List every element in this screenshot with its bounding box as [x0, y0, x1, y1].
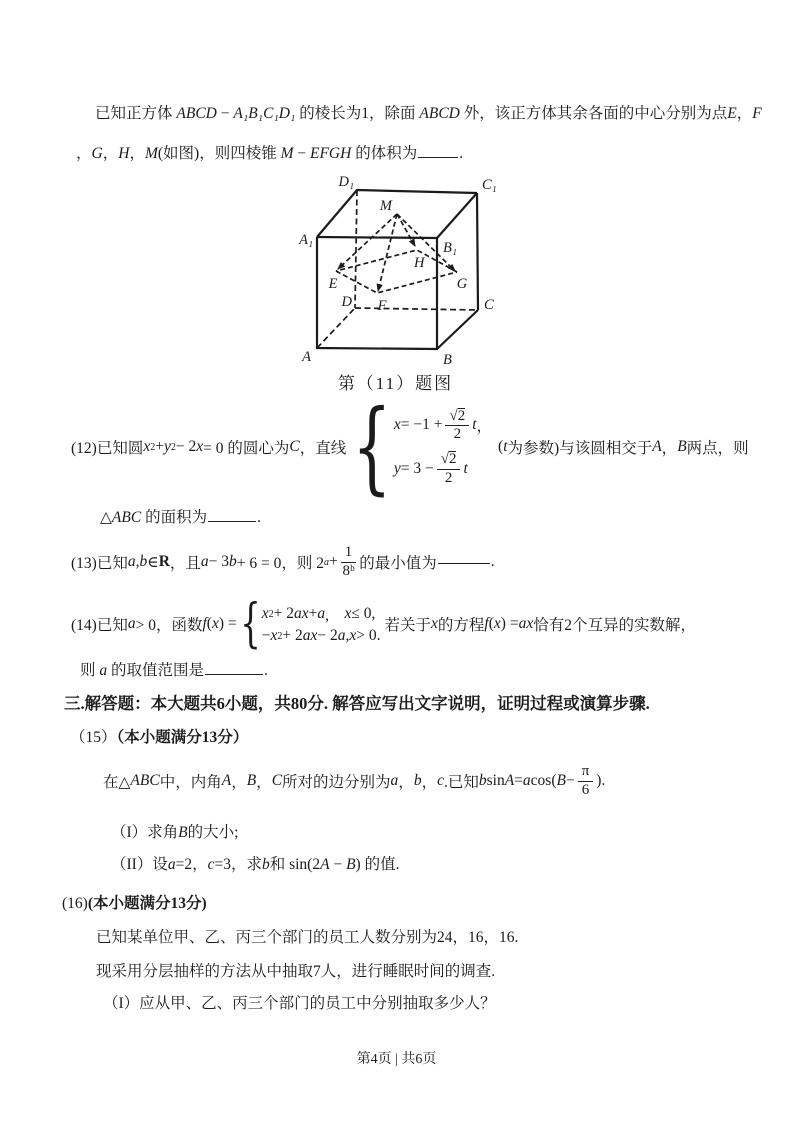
question-16-heading: (16)(本小题满分13分): [62, 895, 207, 912]
parametric-system: [346, 388, 493, 505]
label-G: G: [456, 276, 468, 292]
question-12: [71, 388, 749, 505]
q14-pre-text: (14)已知 a > 0，函数 f ( x ) =: [71, 615, 237, 634]
question-12-line-2: △ABC 的面积为 .: [100, 509, 261, 526]
piecewise-row-1: x 2 + 2 ax + a , x ≤ 0,: [261, 605, 376, 624]
label-D: D: [341, 294, 352, 310]
page-number: 第4页 | 共6页: [356, 1052, 437, 1067]
question-11-line-1: 已知正方体 ABCD − A₁B₁C₁D₁ 的棱长为1，除面 ABCD 外，该正方体其余各面的中心分别为点E，F: [95, 105, 762, 122]
label-C1: C₁: [482, 177, 497, 193]
question-15-item-2: （II）设a=2，c=3，求b和 sin(2A − B) 的值.: [111, 856, 400, 873]
section-3-heading: 三.解答题：本大题共6小题，共80分. 解答应写出文字说明，证明过程或演算步骤.: [64, 694, 650, 713]
question-16-item-1: （I）应从甲、乙、丙三个部门的员工中分别抽取多少人？: [103, 995, 496, 1012]
q12-pre-text: (12)已知圆 x 2 + y 2 − 2 x = 0 的圆心为 C ，直线: [71, 438, 347, 457]
left-brace: {: [352, 388, 392, 505]
question-15-item-1: （I）求角B的大小;: [111, 824, 239, 841]
label-C: C: [484, 297, 494, 313]
left-brace: {: [239, 594, 261, 654]
question-14: [71, 593, 696, 655]
label-M: M: [379, 198, 392, 214]
q14-post-text: 若关于 x 的方程 f ( x ) = ax 恰有2个互异的实数解，: [384, 615, 696, 634]
label-E: E: [328, 276, 338, 292]
pyramid-edges: [336, 214, 457, 293]
piecewise-function: [237, 594, 381, 654]
fraction: $\frac{1}{\text{8ᵇ}}$: [342, 543, 355, 579]
label-A1: A₁: [299, 232, 313, 248]
answer-blank: [418, 155, 458, 158]
cube-figure: [288, 172, 503, 372]
question-13: (13)已知 a , b ∈ R ，且 a − 3 b + 6 = 0，则 2 a + $\frac{1}{\text{8ᵇ}}$ 的最小值为 .: [71, 543, 495, 579]
q12-post-text: ( t 为参数)与该圆相交于 A ， B 两点，则: [498, 438, 749, 457]
answer-blank: [205, 672, 263, 675]
figure-caption: 第（11）题图: [337, 374, 454, 393]
question-16-line-1: 已知某单位甲、乙、丙三个部门的员工人数分别为24，16，16.: [96, 929, 519, 946]
label-F: F: [377, 298, 387, 314]
label-B: B: [443, 352, 452, 368]
fraction: √ 2 2: [437, 451, 461, 487]
answer-blank: [438, 561, 490, 564]
question-15-heading: （15）（本小题满分13分）: [70, 729, 249, 746]
fraction: √ 2 2: [445, 408, 469, 444]
question-14-line-2: 则 a 的取值范围是 .: [80, 662, 268, 679]
question-11-line-2: ，G，H，M(如图)，则四棱锥 M − EFGH 的体积为 .: [76, 145, 464, 162]
answer-blank: [208, 519, 256, 522]
label-B1: B₁: [443, 240, 457, 256]
system-row-x: x = −1 + √ 2 2 t ，: [393, 407, 493, 443]
question-16-line-2: 现采用分层抽样的方法从中抽取7人，进行睡眠时间的调查.: [96, 963, 496, 980]
piecewise-row-2: − x 2 + 2 ax − 2 a , x > 0.: [261, 627, 381, 644]
label-A: A: [302, 349, 311, 365]
fraction: $\frac{\pi}{6}$: [578, 764, 594, 799]
system-row-y: y = 3 − √ 2 2 t: [393, 451, 468, 486]
label-H: H: [414, 255, 425, 271]
label-D1: D₁: [338, 174, 354, 190]
question-15-line-1: 在△ ABC 中，内角 A ， B ， C 所对的边分别为 a ， b ， c .已知 b sin A = a cos( B − $\frac{\pi}{6}$ ).: [103, 762, 606, 798]
